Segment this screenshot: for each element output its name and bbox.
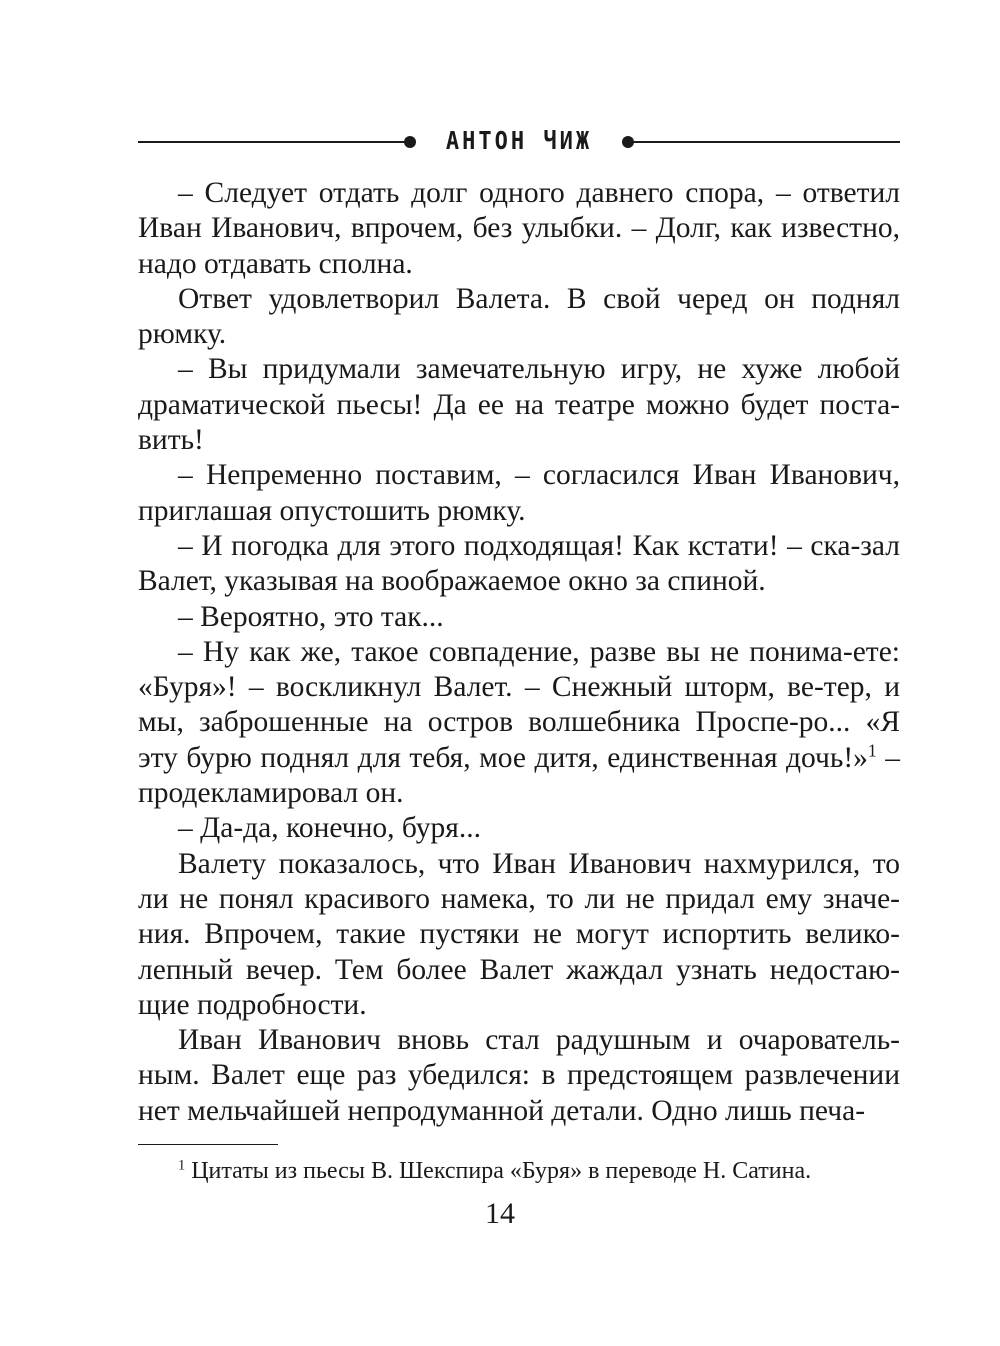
paragraph-text-suffix: – продекламировал он. bbox=[138, 741, 901, 810]
paragraph: Ответ удовлетворил Валета. В свой черед он поднял рюмку. bbox=[138, 282, 900, 351]
paragraph-text: – Ну как же, такое совпадение, разве вы не понима-ете: «Буря»! – воскликнул Валет. – Снежный шторм, ве-тер, и мы, заброшенные на остров волшебника Проспе-ро... «Я эту бурю поднял для тебя, мое дитя, единственная дочь!» bbox=[138, 635, 900, 774]
page-number: 14 bbox=[485, 1197, 515, 1230]
paragraph: Валету показалось, что Иван Иванович нахмурился, то ли не понял красивого намека, то ли не придал ему значе-ния. Впрочем, такие пустяки не могут испортить велико-лепный вечер. Тем более Валет жаждал узнать недостаю-щие подробности. bbox=[138, 847, 900, 1021]
footnote bbox=[178, 1156, 900, 1186]
paragraph: – Следует отдать долг одного давнего спора, – ответил Иван Иванович, впрочем, без улыбки. – Долг, как известно, надо отдавать сполна. bbox=[138, 177, 900, 280]
header-rule-right bbox=[630, 141, 900, 143]
footnote-marker: 1 bbox=[178, 1157, 186, 1174]
header-rule-left bbox=[138, 141, 408, 143]
paragraph: – Вероятно, это так... bbox=[178, 600, 444, 633]
paragraph-with-footnote bbox=[138, 635, 900, 811]
footnote-reference[interactable]: 1 bbox=[867, 740, 877, 761]
main-text bbox=[138, 176, 900, 1129]
paragraph: Иван Иванович вновь стал радушным и очарователь-ным. Валет еще раз убедился: в предстоящем развлечении нет мельчайшей непродуманной детали. Одно лишь печа- bbox=[138, 1024, 900, 1127]
footnote-text: Цитаты из пьесы В. Шекспира «Буря» в переводе Н. Сатина. bbox=[191, 1158, 812, 1184]
footnote-separator bbox=[138, 1144, 278, 1145]
paragraph: – И погодка для этого подходящая! Как кстати! – ска-зал Валет, указывая на воображаемое окно за спиной. bbox=[138, 529, 900, 598]
paragraph: – Вы придумали замечательную игру, не хуже любой драматической пьесы! Да ее на театре можно будет поста-вить! bbox=[138, 353, 900, 457]
author-name: АНТОН ЧИЖ bbox=[445, 127, 593, 156]
paragraph: – Да-да, конечно, буря... bbox=[178, 812, 481, 845]
header-dot-left bbox=[404, 136, 416, 148]
running-header bbox=[138, 124, 900, 160]
paragraph: – Непременно поставим, – согласился Иван Иванович, приглашая опустошить рюмку. bbox=[138, 459, 900, 527]
